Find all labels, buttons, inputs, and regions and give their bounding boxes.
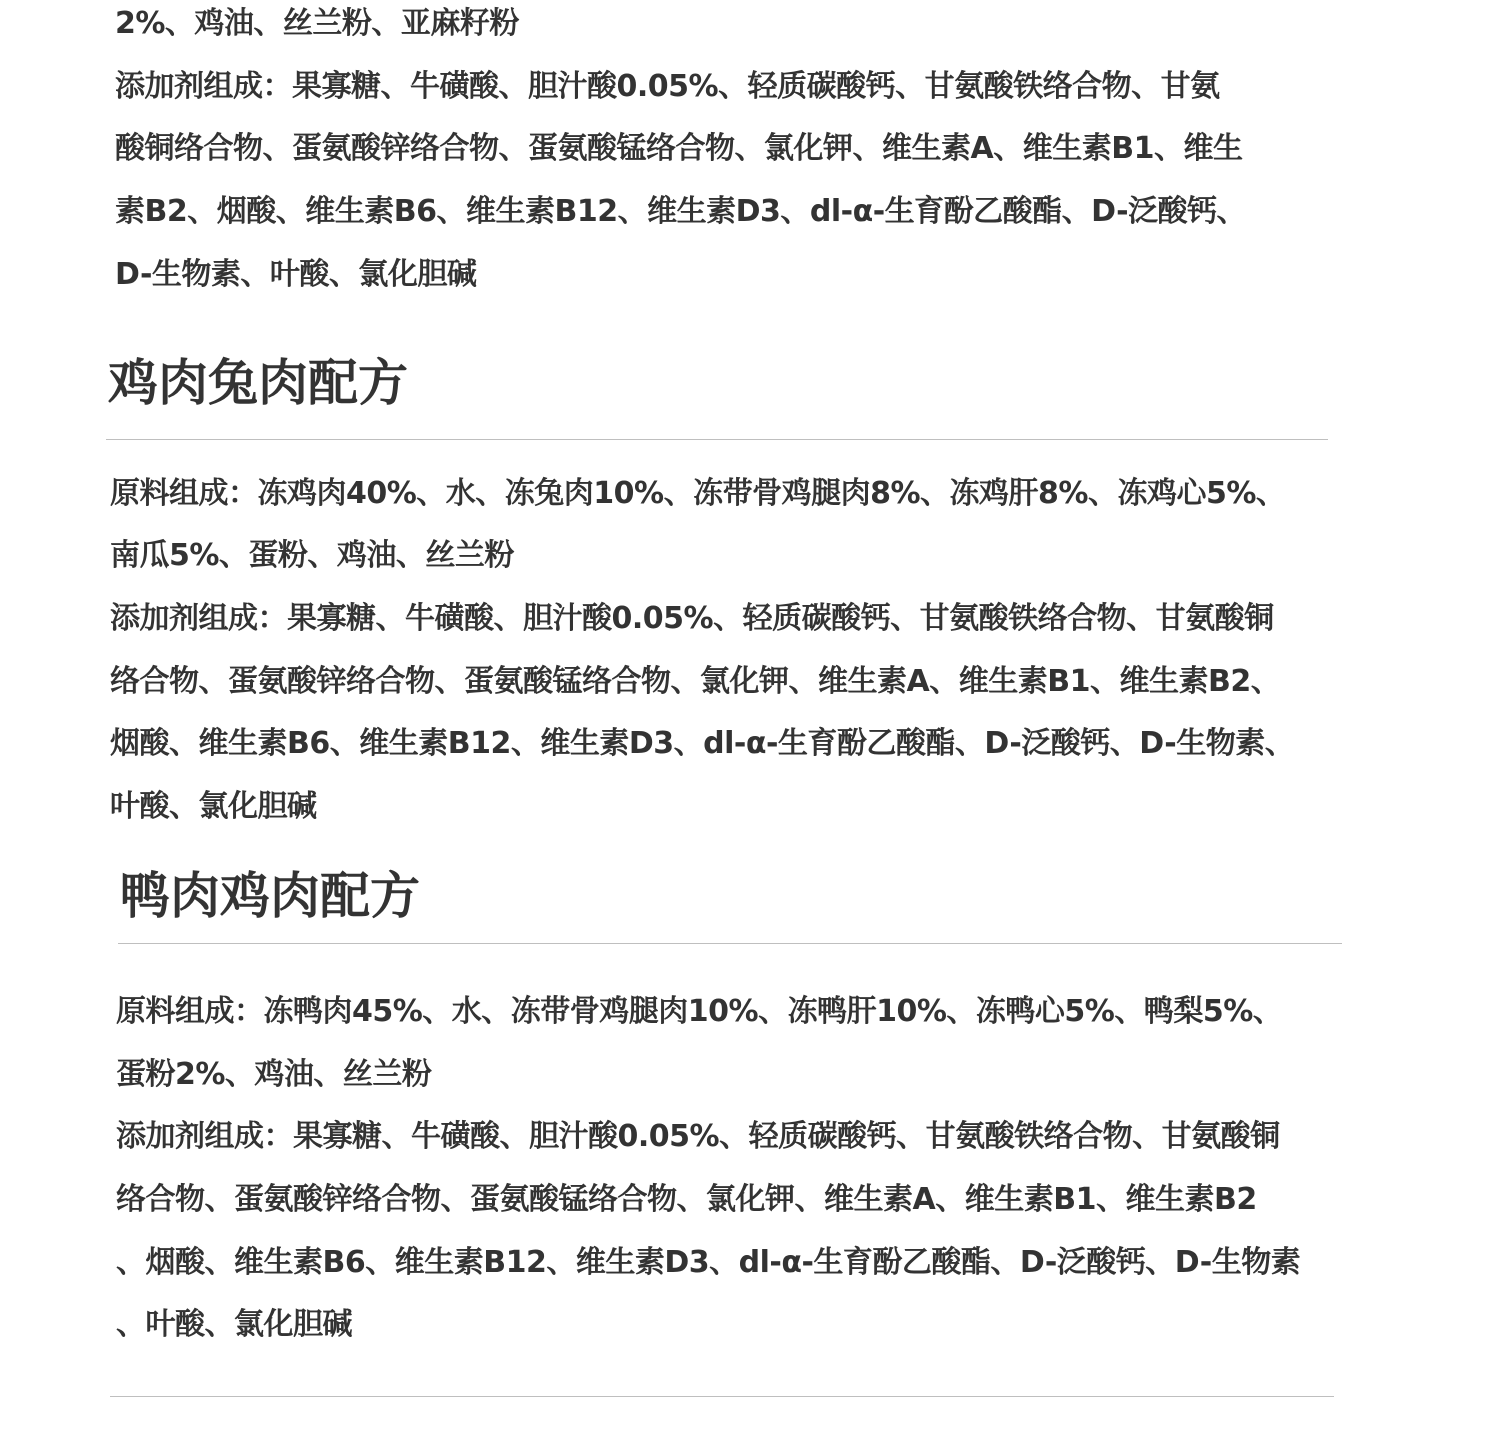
chicken-rabbit-divider: [106, 439, 1328, 440]
chicken-rabbit-ingredients-line-1: 原料组成：冻鸡肉40%、水、冻兔肉10%、冻带骨鸡腿肉8%、冻鸡肝8%、冻鸡心5%、: [110, 476, 1286, 511]
top-additives-line-4: D-生物素、叶酸、氯化胆碱: [115, 257, 477, 292]
chicken-rabbit-additives-line-3: 烟酸、维生素B6、维生素B12、维生素D3、dl-α-生育酚乙酸酯、D-泛酸钙、D-生物素、: [110, 726, 1295, 761]
top-ingredients-line-1: 2%、鸡油、丝兰粉、亚麻籽粉: [115, 6, 519, 41]
duck-chicken-divider: [118, 943, 1342, 944]
bottom-divider: [110, 1396, 1334, 1397]
duck-chicken-additives-line-1: 添加剂组成：果寡糖、牛磺酸、胆汁酸0.05%、轻质碳酸钙、甘氨酸铁络合物、甘氨酸铜: [116, 1119, 1280, 1154]
chicken-rabbit-ingredients-line-2: 南瓜5%、蛋粉、鸡油、丝兰粉: [110, 538, 514, 573]
top-additives-line-1: 添加剂组成：果寡糖、牛磺酸、胆汁酸0.05%、轻质碳酸钙、甘氨酸铁络合物、甘氨: [115, 69, 1220, 104]
duck-chicken-additives-line-2: 络合物、蛋氨酸锌络合物、蛋氨酸锰络合物、氯化钾、维生素A、维生素B1、维生素B2: [116, 1182, 1257, 1217]
chicken-rabbit-additives-line-1: 添加剂组成：果寡糖、牛磺酸、胆汁酸0.05%、轻质碳酸钙、甘氨酸铁络合物、甘氨酸铜: [110, 601, 1274, 636]
top-additives-line-3: 素B2、烟酸、维生素B6、维生素B12、维生素D3、dl-α-生育酚乙酸酯、D-泛酸钙、: [115, 194, 1247, 229]
duck-chicken-ingredients-line-1: 原料组成：冻鸭肉45%、水、冻带骨鸡腿肉10%、冻鸭肝10%、冻鸭心5%、鸭梨5%、: [116, 994, 1283, 1029]
top-additives-line-2: 酸铜络合物、蛋氨酸锌络合物、蛋氨酸锰络合物、氯化钾、维生素A、维生素B1、维生: [115, 131, 1243, 166]
duck-chicken-additives-line-4: 、叶酸、氯化胆碱: [116, 1307, 352, 1342]
chicken-rabbit-title: 鸡肉兔肉配方: [108, 354, 408, 412]
duck-chicken-title: 鸭肉鸡肉配方: [120, 867, 420, 925]
duck-chicken-additives-line-3: 、烟酸、维生素B6、维生素B12、维生素D3、dl-α-生育酚乙酸酯、D-泛酸钙、D-生物素: [116, 1245, 1301, 1280]
chicken-rabbit-additives-line-4: 叶酸、氯化胆碱: [110, 789, 317, 824]
chicken-rabbit-additives-line-2: 络合物、蛋氨酸锌络合物、蛋氨酸锰络合物、氯化钾、维生素A、维生素B1、维生素B2、: [110, 664, 1281, 699]
duck-chicken-ingredients-line-2: 蛋粉2%、鸡油、丝兰粉: [116, 1057, 432, 1092]
